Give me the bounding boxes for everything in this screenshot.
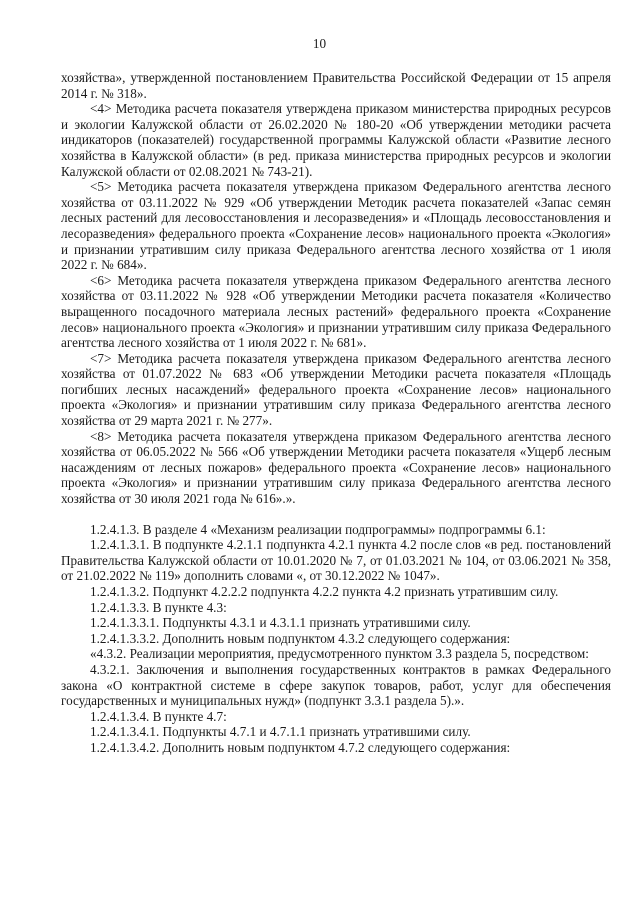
paragraph: 1.2.4.1.3.2. Подпункт 4.2.2.2 подпункта 4.2.2 пункта 4.2 признать утратившим силу.	[90, 584, 559, 599]
paragraph: 1.2.4.1.3.3. В пункте 4.3:	[90, 599, 227, 615]
document-body	[61, 70, 611, 756]
paragraph: 1.2.4.1.3.3.1. Подпункты 4.3.1 и 4.3.1.1 признать утратившими силу.	[90, 615, 471, 631]
footnote-7: <7> Методика расчета показателя утверждена приказом Федерального агентства лесного хозяйства от 01.07.2022 № 683 «Об утверждении Методики расчета показателя «Площадь погибших лесных насаждений» федерального проекта «Сохранение лесов» национального проекта «Экология» и признании утратившим силу приказа Федерального агентства лесного хозяйства от 29 марта 2021 г. № 277».	[61, 350, 611, 429]
paragraph: «4.3.2. Реализации мероприятия, предусмотренного пунктом 3.3 раздела 5, посредством:	[90, 646, 589, 662]
paragraph-gap	[61, 507, 611, 522]
paragraph: хозяйства», утвержденной постановлением Правительства Российской Федерации от 15 апреля 2014 г. № 318».	[61, 70, 611, 101]
paragraph: 1.2.4.1.3.1. В подпункте 4.2.1.1 подпункта 4.2.1 пункта 4.2 после слов «в ред. постановлений Правительства Калужской области от 10.01.2020 № 7, от 01.03.2021 № 104, от 03.06.2021 № 358, от 21.02.2022 № 119» дополнить словами «, от 30.12.2022 № 1047».	[61, 537, 611, 584]
page-number: 10	[312, 36, 327, 51]
paragraph: 1.2.4.1.3.4.1. Подпункты 4.7.1 и 4.7.1.1 признать утратившими силу.	[90, 724, 471, 740]
footnote-5: <5> Методика расчета показателя утверждена приказом Федерального агентства лесного хозяйства от 03.11.2022 № 929 «Об утверждении Методик расчета показателей «Запас семян лесных растений для лесовосстановления и лесоразведения» и «Площадь лесовосстановления и лесоразведения» федерального проекта «Сохранение лесов» национального проекта «Экология» и признании утратившим силу приказа Федерального агентства лесного хозяйства от 1 июля 2022 г. № 684».	[61, 179, 611, 273]
footnote-4: <4> Методика расчета показателя утверждена приказом министерства природных ресурсов и экологии Калужской области от 26.02.2020 № 180-20 «Об утверждении методики расчета индикаторов (показателей) государственной программы Калужской области «Развитие лесного хозяйства в Калужской области» (в ред. приказа министерства природных ресурсов и экологии Калужской области от 02.08.2021 № 743-21).	[61, 101, 611, 179]
paragraph: 1.2.4.1.3.3.2. Дополнить новым подпунктом 4.3.2 следующего содержания:	[90, 630, 511, 646]
paragraph: 1.2.4.1.3. В разделе 4 «Механизм реализации подпрограммы» подпрограммы 6.1:	[90, 521, 546, 537]
footnote-6: <6> Методика расчета показателя утверждена приказом Федерального агентства лесного хозяйства от 03.11.2022 № 928 «Об утверждении Методики расчета показателя «Количество выращенного посадочного материала лесных растений» федерального проекта «Сохранение лесов» национального проекта «Экология» и признании утратившим силу приказа Федерального агентства лесного хозяйства от 1 июля 2022 г. № 681».	[61, 272, 611, 351]
paragraph: 4.3.2.1. Заключения и выполнения государственных контрактов в рамках Федерального закона «О контрактной системе в сфере закупок товаров, работ, услуг для обеспечения государственных и муниципальных нужд» (подпункт 3.3.1 раздела 5).».	[61, 661, 611, 709]
paragraph: 1.2.4.1.3.4.2. Дополнить новым подпунктом 4.7.2 следующего содержания:	[90, 739, 511, 755]
footnote-8: <8> Методика расчета показателя утверждена приказом Федерального агентства лесного хозяйства от 06.05.2022 № 566 «Об утверждении Методики расчета показателя «Ущерб лесным насаждениям от лесных пожаров» федерального проекта «Сохранение лесов» национального проекта «Экология» и признании утратившим силу приказа Федерального агентства лесного хозяйства от 30 июля 2021 года № 616».».	[61, 428, 611, 507]
paragraph: 1.2.4.1.3.4. В пункте 4.7:	[90, 708, 227, 724]
